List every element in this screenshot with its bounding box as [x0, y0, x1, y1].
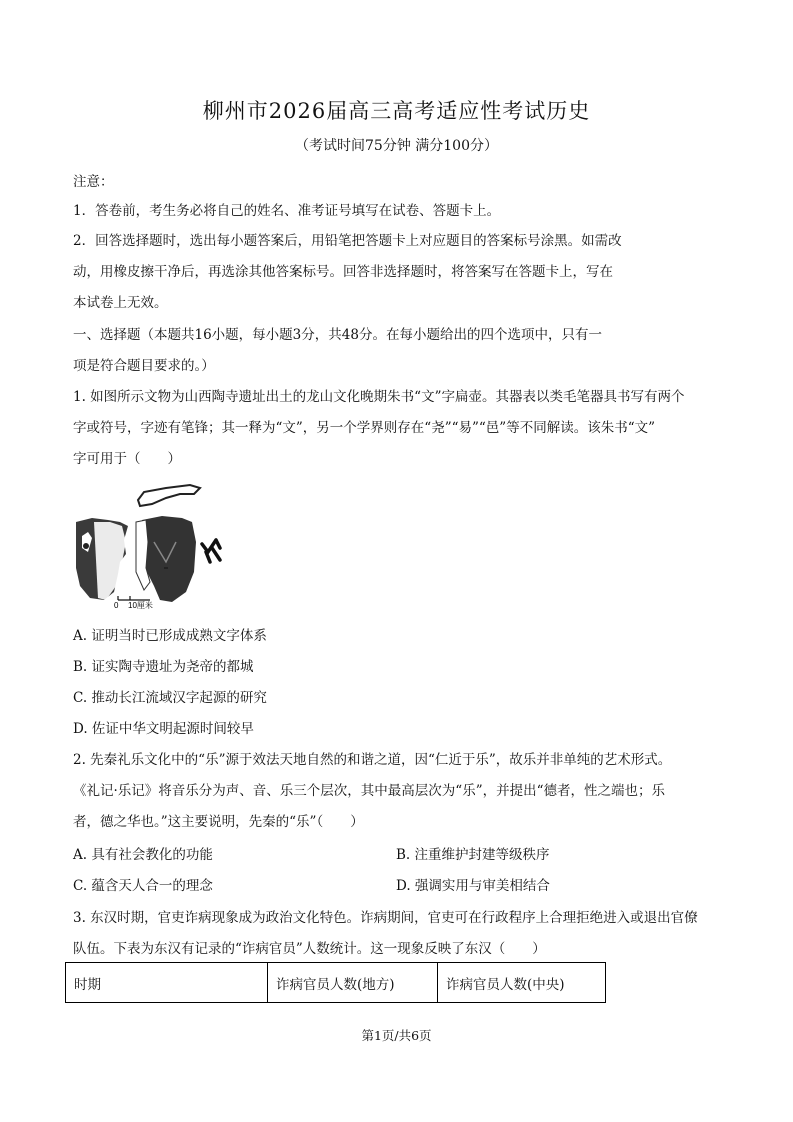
question-2-option-b: B. 注重维护封建等级秩序 — [396, 847, 550, 863]
question-1-option-d: D. 佐证中华文明起源时间较早 — [73, 721, 254, 737]
question-1-stem-line-3: 字可用于（ ） — [73, 451, 181, 467]
section-heading-line-1: 一、选择题（本题共16小题，每小题3分，共48分。在每小题给出的四个选项中，只有一 — [73, 327, 602, 343]
question-1-option-a: A. 证明当时已形成成熟文字体系 — [73, 628, 267, 644]
section-heading-line-2: 项是符合题目要求的。） — [73, 358, 215, 374]
question-1-stem-line-2: 字或符号，字迹有笔锋；其一释为“文”，另一个学界则存在“尧”“易”“邑”等不同解读。该朱书“文” — [73, 420, 656, 436]
question-2-stem-line-2: 《礼记·乐记》将音乐分为声、音、乐三个层次，其中最高层次为“乐”，并提出“德者，性之端也；乐 — [73, 783, 665, 799]
notice-item-2-line-3: 本试卷上无效。 — [73, 295, 168, 311]
exam-info: （考试时间75分钟 满分100分） — [295, 138, 498, 154]
question-2-option-c: C. 蕴含天人合一的理念 — [73, 878, 213, 894]
question-1-stem-line-1: 1. 如图所示文物为山西陶寺遗址出土的龙山文化晚期朱书“文”字扁壶。其器表以类毛笔器具书写有两个 — [73, 389, 685, 405]
table-header-row — [66, 963, 606, 1003]
question-2-option-a: A. 具有社会教化的功能 — [73, 847, 213, 863]
artifact-figure — [70, 482, 230, 612]
table-header-cell: 时期 — [66, 963, 268, 1003]
notice-item-1: 1．答卷前，考生务必将自己的姓名、准考证号填写在试卷、答题卡上。 — [73, 203, 501, 219]
table-header-cell: 诈病官员人数(中央) — [438, 963, 606, 1003]
notice-item-2-line-1: 2．回答选择题时，选出每小题答案后，用铅笔把答题卡上对应题目的答案标号涂黑。如需改 — [73, 233, 622, 249]
question-2-stem-line-3: 者，德之华也。”这主要说明，先秦的“乐”（ ） — [73, 814, 364, 830]
scale-label: 10厘米 — [128, 601, 153, 610]
page-number: 第1页/共6页 — [361, 1028, 432, 1043]
question-3-stem-line-2: 队伍。下表为东汉有记录的“诈病官员”人数统计。这一现象反映了东汉（ ） — [73, 941, 546, 957]
table-header-cell: 诈病官员人数(地方) — [268, 963, 438, 1003]
question-1-option-c: C. 推动长江流域汉字起源的研究 — [73, 690, 267, 706]
question-3-stem-line-1: 3. 东汉时期，官吏诈病现象成为政治文化特色。诈病期间，官吏可在行政程序上合理拒绝进入或退出官僚 — [73, 910, 698, 926]
page-title: 柳州市2026届高三高考适应性考试历史 — [202, 99, 591, 123]
question-1-option-b: B. 证实陶寺遗址为尧帝的都城 — [73, 659, 254, 675]
question-2-stem-line-1: 2. 先秦礼乐文化中的“乐”源于效法天地自然的和谐之道，因“仁近于乐”，故乐并非单纯的艺术形式。 — [73, 752, 672, 768]
scale-zero-label: 0 — [114, 601, 119, 610]
notice-heading: 注意： — [73, 174, 114, 190]
question-2-option-d: D. 强调实用与审美相结合 — [396, 878, 550, 894]
notice-item-2-line-2: 动，用橡皮擦干净后，再选涂其他答案标号。回答非选择题时，将答案写在答题卡上，写在 — [73, 264, 613, 280]
question-3-table — [65, 962, 606, 1003]
